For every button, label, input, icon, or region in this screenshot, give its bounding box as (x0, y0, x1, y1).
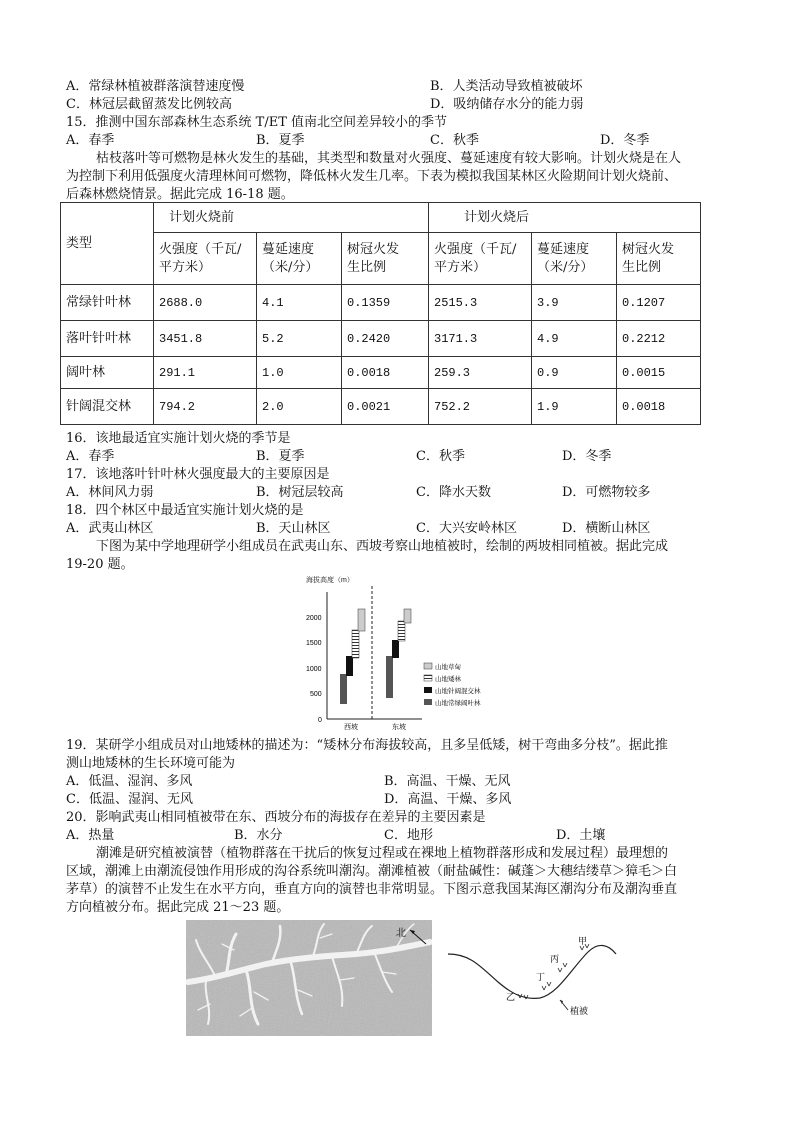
q19-stem-line-1: 19．某研学小组成员对山地矮林的描述为：“矮林分布海拔较高，且多呈低矮，树干弯曲多分枝”。据此推 (66, 738, 668, 753)
q18-option-b: B．天山林区 (256, 521, 331, 536)
q19-option-a: A．低温、湿润、多风 (66, 774, 193, 789)
q19-option-d: D．高温、干燥、多风 (384, 792, 512, 807)
q17-option-b: B．树冠层较高 (256, 485, 344, 500)
table-header-type: 类型 (61, 203, 154, 285)
q15-option-b: B．夏季 (256, 133, 305, 148)
table-row: 针阔混交林 794.2 2.0 0.0021 752.2 1.9 0.0018 (61, 389, 701, 425)
q19-option-c: C．低温、湿润、无风 (66, 792, 193, 807)
chart-ylabel: 海拔高度（m） (306, 577, 354, 584)
passage-21-23-line-1: 潮滩是研究植被演替（植物群落在干扰后的恢复过程或在裸地上植物群落形成和发展过程）最理想的 (96, 846, 669, 861)
table-header-before: 计划火烧前 (154, 203, 429, 233)
table-subheader-speed-before: 蔓延速度 （米/分） (257, 233, 342, 285)
q20-option-d: D．土壤 (556, 828, 606, 843)
y-tick-1000: 1000 (306, 666, 322, 673)
table-row: 常绿针叶林 2688.0 4.1 0.1359 2515.3 3.9 0.1207 (61, 285, 701, 321)
q19-stem-line-2: 测山地矮林的生长环境可能为 (66, 756, 236, 771)
y-tick-0: 0 (318, 717, 322, 724)
west-dwarf-bar (352, 630, 359, 658)
y-tick-2000: 2000 (306, 615, 322, 622)
table-subheader-crown-before: 树冠火发 生比例 (342, 233, 429, 285)
q14-option-c: C．林冠层截留蒸发比例较高 (66, 97, 232, 112)
passage-16-18-line-2: 为控制下利用低强度火清理林间可燃物，降低林火发生几率。下表为模拟我国某林区火险期间计划火烧前、 (66, 169, 678, 184)
legend-label-meadow: 山地草甸 (435, 664, 461, 671)
passage-19-20-line-1: 下图为某中学地理研学小组成员在武夷山东、西坡考察山地植被时，绘制的两坡相同植被。据此完成 (96, 539, 669, 554)
q20-option-b: B．水分 (234, 828, 283, 843)
fire-data-table (60, 202, 701, 425)
q14-option-d: D．吸纳储存水分的能力弱 (430, 97, 584, 112)
q16-option-b: B．夏季 (256, 449, 305, 464)
passage-16-18-line-3: 后森林燃烧情景。据此完成 16-18 题。 (66, 187, 294, 202)
passage-19-20-line-2: 19-20 题。 (66, 557, 134, 572)
passage-21-23-line-2: 区域，潮滩上由潮流侵蚀作用形成的沟谷系统叫潮沟。潮滩植被（耐盐碱性：碱蓬＞大穗结缕草＞獐毛＞白 (66, 864, 678, 879)
q16-option-c: C．秋季 (416, 449, 465, 464)
label-bing: 丙 (550, 954, 560, 964)
legend-label-dwarf: 山地矮林 (435, 676, 461, 683)
west-mixed-bar (346, 656, 353, 676)
legend-swatch-mixed (424, 687, 432, 693)
legend-label-evergreen: 山地常绿阔叶林 (435, 700, 481, 707)
passage-21-23-line-3: 茅草）的演替不止发生在水平方向，垂直方向的演替也非常明显。下图示意我国某海区潮沟分布及潮沟垂直 (66, 882, 678, 897)
passage-21-23-line-4: 方向植被分布。据此完成 21～23 题。 (66, 900, 290, 915)
table-row: 阔叶林 291.1 1.0 0.0018 259.3 0.9 0.0015 (61, 357, 701, 389)
svg-text:北: 北 (396, 928, 406, 939)
label-jia: 甲 (578, 936, 588, 946)
legend-label-mixed: 山地针阔混交林 (435, 688, 481, 695)
q17-option-c: C．降水天数 (416, 485, 491, 500)
q15-option-c: C．秋季 (430, 133, 479, 148)
north-arrow-icon (396, 924, 432, 948)
q17-option-d: D．可燃物较多 (562, 485, 651, 500)
east-meadow-bar (404, 609, 411, 623)
q16-option-d: D．冬季 (562, 449, 612, 464)
tidal-cross-section (440, 920, 620, 1020)
q17-stem: 17．该地落叶针叶林火强度最大的主要原因是 (66, 467, 330, 482)
east-mixed-bar (392, 640, 399, 658)
creek-profile-line (448, 945, 616, 998)
q14-option-a: A．常绿林植被群落演替速度慢 (66, 79, 245, 94)
x-label-east: 东坡 (392, 724, 406, 731)
q20-option-c: C．地形 (384, 828, 433, 843)
q14-option-b: B．人类活动导致植被破坏 (430, 79, 583, 94)
table-header-after: 计划火烧后 (429, 203, 701, 233)
east-dwarf-bar (398, 621, 405, 641)
passage-16-18-line-1: 枯枝落叶等可燃物是林火发生的基础，其类型和数量对火强度、蔓延速度有较大影响。计划火烧是在人 (96, 151, 682, 166)
legend-swatch-dwarf (424, 675, 432, 681)
q17-option-a: A．林间风力弱 (66, 485, 154, 500)
x-label-west: 西坡 (344, 724, 358, 731)
q16-option-a: A．春季 (66, 449, 115, 464)
q18-option-a: A．武夷山林区 (66, 521, 154, 536)
legend-swatch-evergreen (424, 699, 432, 705)
y-tick-500: 500 (310, 691, 322, 698)
q16-stem: 16．该地最适宜实施计划火烧的季节是 (66, 431, 291, 446)
legend-swatch-meadow (424, 663, 432, 669)
q18-option-c: C．大兴安岭林区 (416, 521, 517, 536)
table-subheader-crown-after: 树冠火发 生比例 (617, 233, 701, 285)
table-row: 落叶针叶林 3451.8 5.2 0.2420 3171.3 4.9 0.2212 (61, 321, 701, 357)
label-vegetation: 植被 (570, 1006, 589, 1016)
table-subheader-speed-after: 蔓延速度 （米/分） (532, 233, 617, 285)
q15-stem: 15．推测中国东部森林生态系统 T/ET 值南北空间差异较小的季节 (66, 115, 448, 130)
east-evergreen-bar (386, 656, 393, 698)
table-subheader-intensity-after: 火强度（千瓦/ 平方米） (429, 233, 532, 285)
q15-option-d: D．冬季 (600, 133, 650, 148)
q19-option-b: B．高温、干燥、无风 (384, 774, 511, 789)
west-evergreen-bar (340, 674, 347, 704)
y-tick-1500: 1500 (306, 640, 322, 647)
wuyi-vegetation-chart (300, 572, 510, 734)
q20-option-a: A．热量 (66, 828, 115, 843)
q20-stem: 20．影响武夷山相同植被带在东、西坡分布的海拔存在差异的主要因素是 (66, 810, 486, 825)
q18-option-d: D．横断山林区 (562, 521, 651, 536)
q18-stem: 18．四个林区中最适宜实施计划火烧的是 (66, 503, 304, 518)
table-subheader-intensity-before: 火强度（千瓦/ 平方米） (154, 233, 257, 285)
q15-option-a: A．春季 (66, 133, 115, 148)
label-yi: 乙 (506, 992, 516, 1002)
label-ding: 丁 (536, 972, 546, 982)
west-meadow-bar (358, 609, 365, 631)
